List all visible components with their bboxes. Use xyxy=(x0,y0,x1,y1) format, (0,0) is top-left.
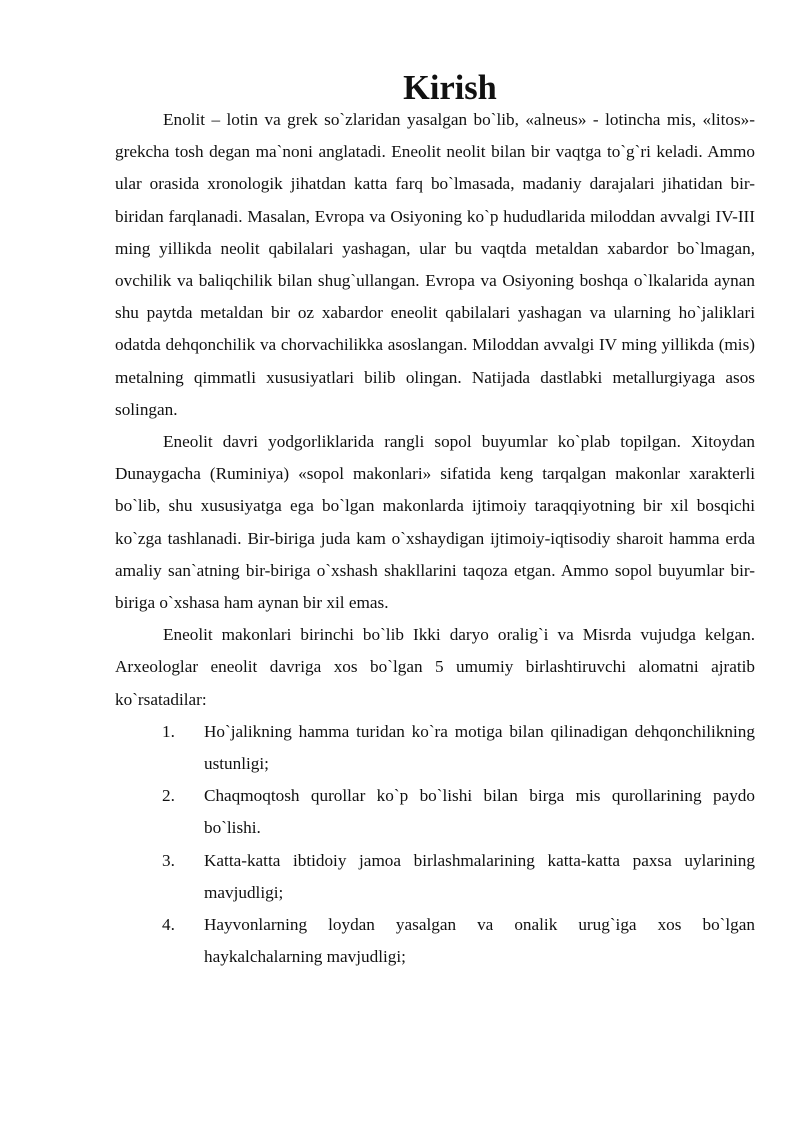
paragraph-pottery: Eneolit davri yodgorliklarida rangli sopol buyumlar ko`plab topilgan. Xitoydan Dunaygacha (Ruminiya) «sopol makonlari» sifatida keng tarqalgan makonlar xarakterli bo`lib, shu xususiyatga ega bo`lgan makonlarda ijtimoiy taraqqiyotning bir xil bosqichi ko`zga tashlanadi. Bir-biriga juda kam o`xshaydigan ijtimoiy-iqtisodiy sharoit hamma erda amaliy san`atning bir-biriga o`xshash shakllarini taqoza etgan. Ammo sopol buyumlar bir-biriga o`xshasa ham aynan bir xil emas. xyxy=(115,432,755,613)
paragraph-settlements: Eneolit makonlari birinchi bo`lib Ikki daryo oralig`i va Misrda vujudga kelgan. Arxeologlar eneolit davriga xos bo`lgan 5 umumiy birlashtiruvchi alomatni ajratib ko`rsatadilar: xyxy=(115,625,755,709)
list-item-number: 2. xyxy=(162,786,175,806)
list-item-number: 1. xyxy=(162,721,175,741)
paragraph-intro: Enolit – lotin va grek so`zlaridan yasalgan bo`lib, «alneus» - lotincha mis, «litos»-grekcha tosh degan ma`noni anglatadi. Eneolit neolit bilan bir vaqtga to`g`ri keladi. Ammo ular orasida xronologik jihatdan katta farq bo`lmasada, madaniy darajalari jihatidan bir-biridan farqlanadi. Masalan, Evropa va Osiyoning ko`p hududlarida miloddan avvalgi IV-III ming yillikda neolit qabilalari yashagan, ular bu vaqtda metaldan xabardor bo`lmagan, ovchilik va baliqchilik bilan shug`ullangan. Evropa va Osiyoning boshqa o`lkalarida aynan shu paytda metaldan bir oz xabardor eneolit qabilalari yashagan va ularning ho`jaliklari odatda dehqonchilik va chorvachilikka asoslangan. Miloddan avvalgi IV ming yillikda (mis) metalning qimmatli xususiyatlari bilib olingan. Natijada dastlabki metallurgiyaga asos solingan. xyxy=(115,110,755,419)
list-item-number: 3. xyxy=(162,850,175,870)
features-list xyxy=(115,716,755,974)
page-title: Kirish xyxy=(403,69,497,107)
list-item-number: 4. xyxy=(162,915,175,935)
document-page xyxy=(115,69,755,973)
list-item-text: Chaqmoqtosh qurollar ko`p bo`lishi bilan birga mis qurollarining paydo bo`lishi. xyxy=(204,786,755,838)
list-item-text: Katta-katta ibtidoiy jamoa birlashmalarining katta-katta paxsa uylarining mavjudligi; xyxy=(204,850,755,902)
list-item-text: Hayvonlarning loydan yasalgan va onalik urug`iga xos bo`lgan haykalchalarning mavjudligi; xyxy=(204,915,755,967)
list-item xyxy=(115,909,755,973)
list-item-text: Ho`jalikning hamma turidan ko`ra motiga bilan qilinadigan dehqonchilikning ustunligi; xyxy=(204,721,755,774)
list-item xyxy=(115,716,755,780)
list-item xyxy=(115,780,755,844)
list-item xyxy=(115,845,755,909)
